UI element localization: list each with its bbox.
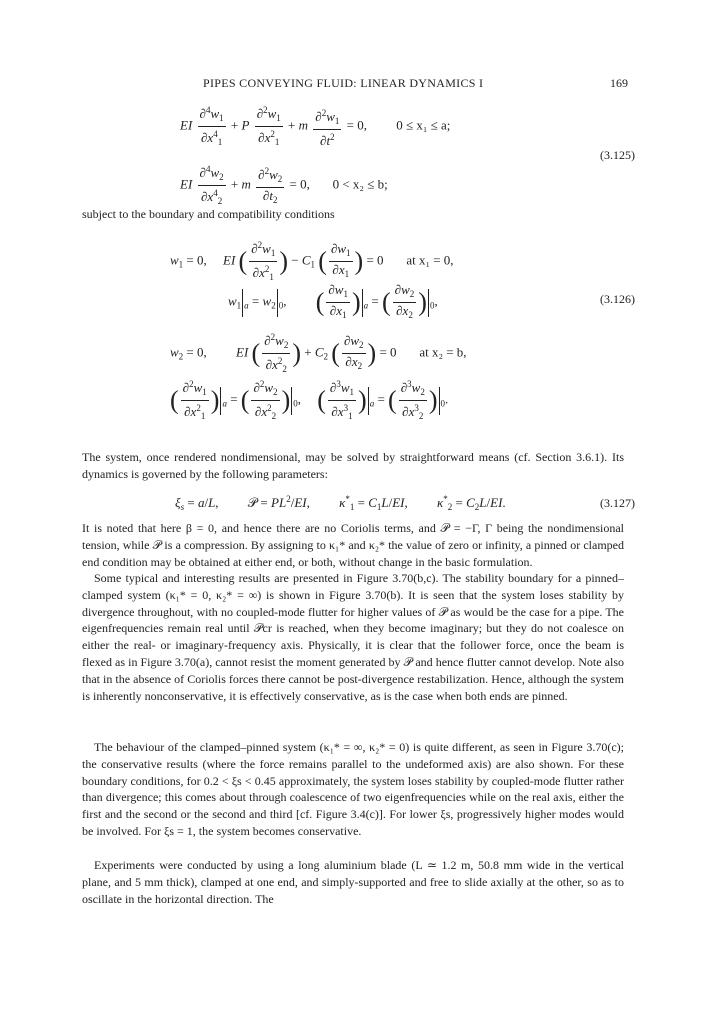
- eq-3-126-at1: at x₁ = 0,: [406, 252, 454, 268]
- equation-number-3-125: (3.125): [600, 148, 635, 162]
- eq-3-125-cond1: 0 ≤ x₁ ≤ a;: [396, 117, 451, 133]
- running-title: PIPES CONVEYING FLUID: LINEAR DYNAMICS I: [203, 76, 484, 90]
- subject-line: subject to the boundary and compatibility conditions: [82, 207, 335, 221]
- paragraph-2: It is noted that here β = 0, and hence there are no Coriolis terms, and 𝒫 = −Γ, Γ being the nondimensional tension, while 𝒫 is a compression. By assigning to κ₁* and κ₂* the value of zero or infinity, a pinned or clamped end condition may be obtained at either end, or both, without change in the basic formulation.: [82, 521, 624, 569]
- eq-3-126-at2: at x₂ = b,: [419, 344, 467, 360]
- equation-3-127: $\xi_s = a/L$, 𝒫 = $PL^2/EI$, $\kappa^*_1 = C_1L/EI$, $\kappa^*_2 = C_2L/EI$.: [175, 494, 506, 512]
- equation-3-126-line3: $w_2 = 0$, EI ( $\frac{\partial^2w_2}{\partial x^2_2}$ ) + $C_2$ ( $\frac{\partial w_2}{\partial x_2}$ ) = 0 at x₂ = b,: [170, 330, 467, 377]
- eq-3-125-cond2: 0 < x₂ ≤ b;: [332, 176, 388, 192]
- page-number: 169: [610, 76, 628, 90]
- equation-number-3-126: (3.126): [600, 292, 635, 306]
- paragraph-4: The behaviour of the clamped–pinned system (κ₁* = ∞, κ₂* = 0) is quite different, as seen in Figure 3.70(c); the conservative results (where the force remains parallel to the undeformed axis) are also shown. For these boundary conditions, for 0.2 < ξs < 0.45 approximately, the system loses stability by coupled-mode flutter rather than divergence; this comes about through coalescence of two eigenfrequencies while on the real axis, either the first and the second or the second and third [cf. Figure 3.4(c)]. For lower ξs, progressively higher modes would be involved. For ξs = 1, the system becomes conservative.: [82, 740, 624, 838]
- paragraph-1: The system, once rendered nondimensional, may be solved by straightforward means (cf. Section 3.6.1). Its dynamics is governed by the following parameters:: [82, 450, 624, 481]
- paragraph-5: Experiments were conducted by using a long aluminium blade (L ≃ 1.2 m, 50.8 mm wide in the vertical plane, and 5 mm thick), clamped at one end, and simply-supported and free to slide axially at the other, so as to oscillate in the horizontal direction. The: [82, 858, 624, 906]
- equation-3-126-line4: ( $\frac{\partial^2w_1}{\partial x^2_1}$ ) $_a$ = ( $\frac{\partial^2w_2}{\partial x^2_2}$ ) $_0$, ( $\frac{\partial^3w_1}{\partial x^3_1}$ ) $_a$ = ( $\frac{\partial^3w_2}{\partial x^3_2}$ ) $_0$.: [170, 377, 448, 424]
- equation-3-126-line2: $w_1$ $_a = w_2$ $_0$, ( $\frac{\partial w_1}{\partial x_1}$ ) $_a$ = ( $\frac{\partial w_2}{\partial x_2}$ ) $_0$,: [228, 282, 438, 323]
- equation-number-3-127: (3.127): [600, 496, 635, 510]
- paragraph-3: Some typical and interesting results are presented in Figure 3.70(b,c). The stability boundary for a pinned–clamped system (κ₁* = 0, κ₂* = ∞) is shown in Figure 3.70(b). It is seen that the system loses stability by divergence throughout, with no coupled-mode flutter for higher values of 𝒫 as would be the case for a pipe. The eigenfrequencies remain real until 𝒫cr is reached, when they become imaginary; but they do not coalesce on either the real- or imaginary-frequency axis. Physically, it is clear that the follower force, once the beam is flexed as in Figure 3.70(a), cannot resist the moment generated by 𝒫 and hence flutter cannot develop. Note also that in the absence of Coriolis forces there cannot be post-divergence restabilization. Hence, although the system is inherently nonconservative, it is effectively conservative, as is the case when both ends are pinned.: [82, 571, 624, 703]
- equation-3-125-line1: EI $\frac{\partial^4w_1}{\partial x^4_1}$ + P $\frac{\partial^2w_1}{\partial x^2_1}$ + m $\frac{\partial^2w_1}{\partial t^2}$ = 0, 0 ≤ x₁ ≤ a;: [180, 103, 450, 150]
- equation-3-126-line1: $w_1 = 0$, EI ( $\frac{\partial^2w_1}{\partial x^2_1}$ ) − $C_1$ ( $\frac{\partial w_1}{\partial x_1}$ ) = 0 at x₁ = 0,: [170, 238, 454, 285]
- equation-3-125-line2: EI $\frac{\partial^4w_2}{\partial x^4_2}$ + m $\frac{\partial^2w_2}{\partial t_2}$ = 0, 0 < x₂ ≤ b;: [180, 162, 388, 209]
